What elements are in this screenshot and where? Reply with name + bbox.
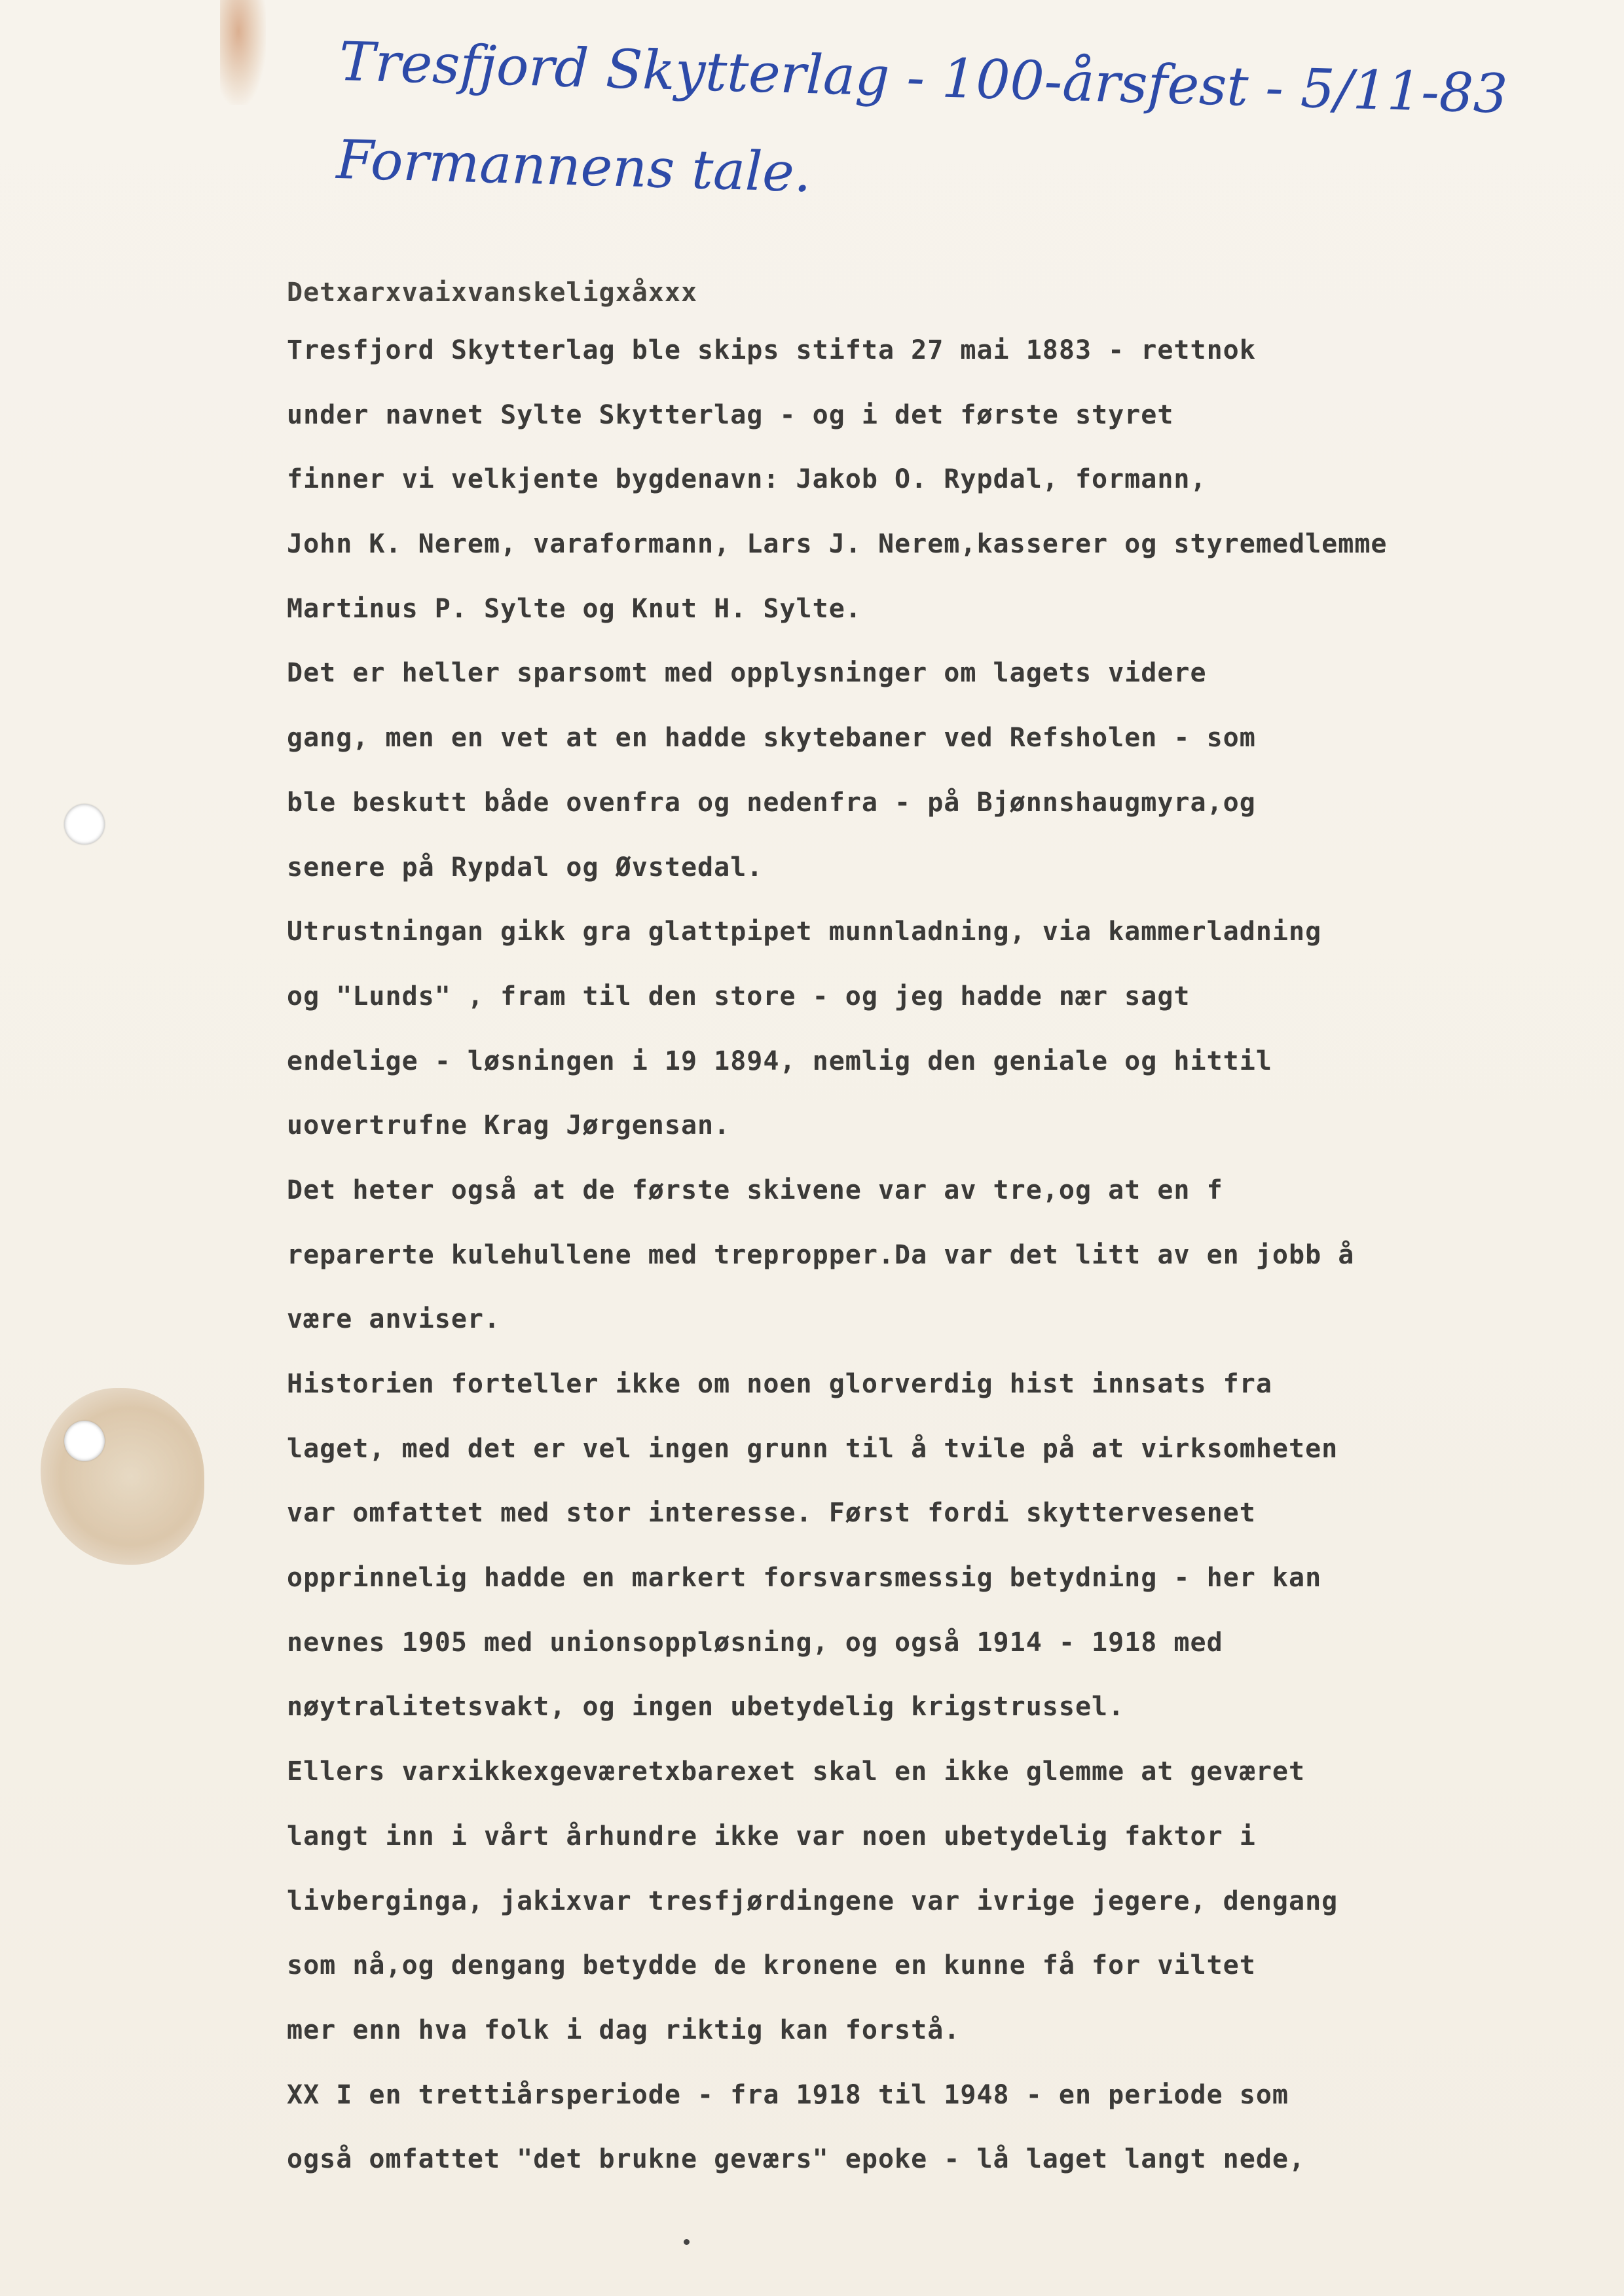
typed-line: laget, med det er vel ingen grunn til å tvile på at virksomheten bbox=[287, 1433, 1338, 1464]
typed-line: være anviser. bbox=[287, 1304, 501, 1335]
typed-line: Martinus P. Sylte og Knut H. Sylte. bbox=[287, 593, 862, 624]
typed-line: nevnes 1905 med unionsoppløsning, og også 1914 - 1918 med bbox=[287, 1627, 1223, 1658]
typed-line: Utrustningan gikk gra glattpipet munnladning, via kammerladning bbox=[287, 917, 1322, 947]
typed-line: senere på Rypdal og Øvstedal. bbox=[287, 852, 764, 883]
typed-line: langt inn i vårt århundre ikke var noen ubetydelig faktor i bbox=[287, 1821, 1256, 1851]
handwritten-title-line: Tresfjord Skytterlag - 100-årsfest - 5/11-83 bbox=[338, 30, 1509, 126]
typed-line: gang, men en vet at en hadde skytebaner ved Refsholen - som bbox=[287, 723, 1256, 754]
rust-stain bbox=[220, 0, 266, 105]
punch-hole-top bbox=[64, 804, 105, 845]
typed-line: Ellers varxikkexgeværetxbarexet skal en ikke glemme at geværet bbox=[287, 1757, 1306, 1787]
typed-line: Detxarxvaixvanskeligxåxxx bbox=[287, 278, 698, 308]
typed-line: under navnet Sylte Skytterlag - og i det første styret bbox=[287, 399, 1174, 430]
typed-line: Det er heller sparsomt med opplysninger om lagets videre bbox=[287, 658, 1207, 689]
typed-line: ble beskutt både ovenfra og nedenfra - på Bjønnshaugmyra,og bbox=[287, 787, 1256, 818]
typed-line: som nå,og dengang betydde de kronene en kunne få for viltet bbox=[287, 1950, 1256, 1981]
punch-hole-bottom bbox=[64, 1421, 105, 1461]
typed-line: også omfattet "det brukne geværs" epoke - lå laget langt nede, bbox=[287, 2144, 1306, 2175]
typed-line: var omfattet med stor interesse. Først fordi skyttervesenet bbox=[287, 1498, 1256, 1529]
typed-line: reparerte kulehullene med trepropper.Da var det litt av en jobb å bbox=[287, 1239, 1355, 1270]
typed-line: uovertrufne Krag Jørgensan. bbox=[287, 1110, 731, 1141]
typed-line: Det heter også at de første skivene var av tre,og at en f bbox=[287, 1175, 1223, 1205]
typed-line: endelige - løsningen i 19 1894, nemlig den geniale og hittil bbox=[287, 1046, 1272, 1076]
typed-line: opprinnelig hadde en markert forsvarsmessig betydning - her kan bbox=[287, 1563, 1322, 1594]
typed-line: og "Lunds" , fram til den store - og jeg hadde nær sagt bbox=[287, 981, 1190, 1011]
typed-line: mer enn hva folk i dag riktig kan forstå. bbox=[287, 2014, 961, 2045]
water-stain bbox=[41, 1388, 204, 1565]
typed-speech-text bbox=[287, 267, 1610, 2192]
typed-line: livberginga, jakixvar tresfjørdingene var ivrige jegere, dengang bbox=[287, 1886, 1338, 1916]
handwritten-subtitle-line: Formannens tale. bbox=[335, 128, 813, 205]
handwritten-heading bbox=[335, 13, 1611, 245]
typed-line: nøytralitetsvakt, og ingen ubetydelig krigstrussel. bbox=[287, 1692, 1125, 1722]
typed-line: John K. Nerem, varaformann, Lars J. Nerem,kasserer og styremedlemme bbox=[287, 529, 1388, 560]
typed-line: Tresfjord Skytterlag ble skips stifta 27 mai 1883 - rettnok bbox=[287, 335, 1256, 365]
page-mark bbox=[684, 2239, 690, 2245]
typed-line: Historien forteller ikke om noen glorverdig hist innsats fra bbox=[287, 1369, 1272, 1399]
typed-line: XX I en trettiårsperiode - fra 1918 til 1948 - en periode som bbox=[287, 2079, 1289, 2110]
typed-line: finner vi velkjente bygdenavn: Jakob O. Rypdal, formann, bbox=[287, 464, 1207, 495]
